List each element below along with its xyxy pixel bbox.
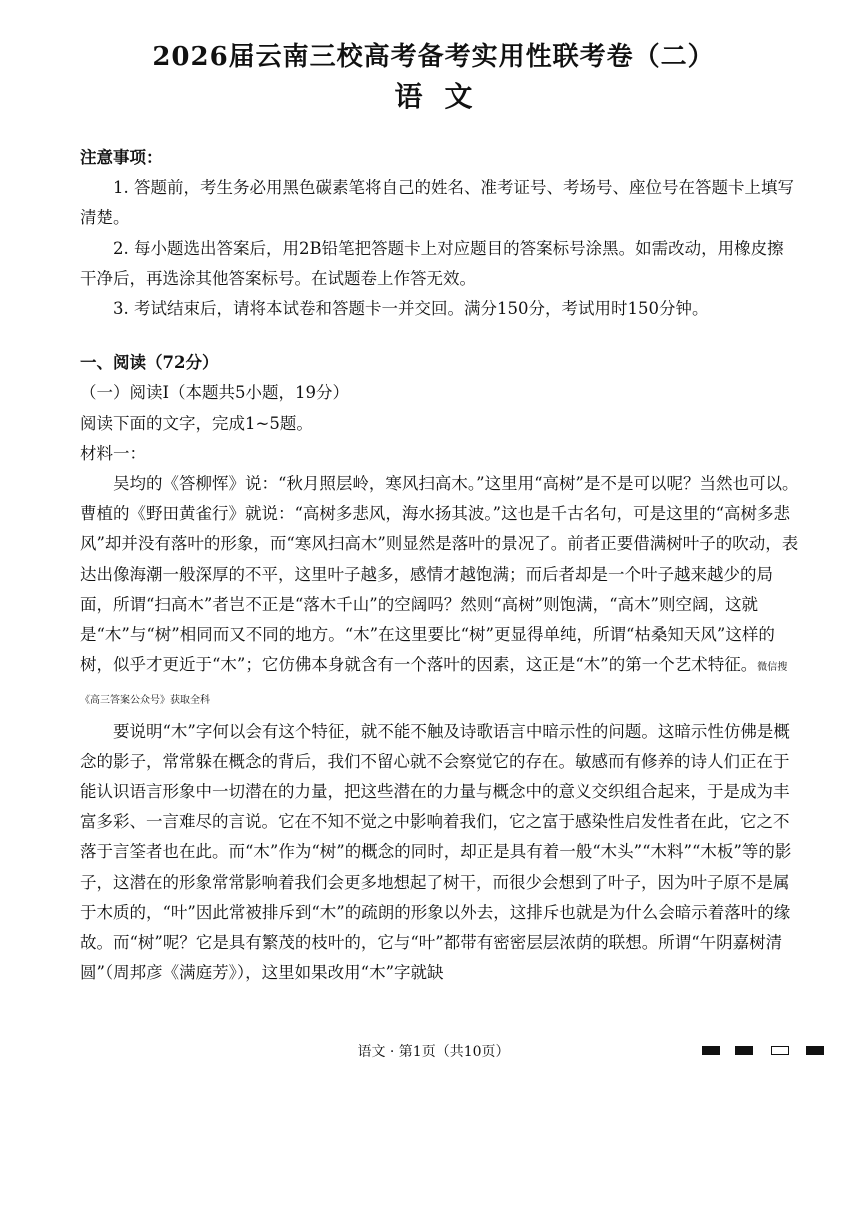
page-footer: 语文 · 第1页（共10页） xyxy=(357,1044,510,1060)
exam-title: 2026届云南三校高考备考实用性联考卷（二） xyxy=(152,42,715,72)
section-gap xyxy=(80,324,800,348)
notice-item-1: 1. 答题前，考生务必用黑色碳素笔将自己的姓名、准考证号、考场号、座位号在答题卡上填写清楚。 xyxy=(80,178,794,228)
paragraph-1-text: 吴均的《答柳恽》说：“秋月照层岭，寒风扫高木。”这里用“高树”是不是可以呢？当然也可以。曹植的《野田黄雀行》就说：“高树多悲风，海水扬其波。”这也是千古名句，可是这里的“高树多悲风”却并没有落叶的形象，而“寒风扫高木”则显然是落叶的景况了。前者正要借满树叶子的吹动，表达出像海潮一般深厚的不平，这里叶子越多，感情才越饱满；而后者却是一个叶子越来越少的局面，所谓“扫高木”者岂不正是“落木千山”的空阔吗？然则“高树”则饱满，“高木”则空阔，这就是“木”与“树”相同而又不同的地方。“木”在这里要比“树”更显得单纯，所谓“枯桑知天风”这样的树，似乎才更近于“木”；它仿佛本身就含有一个落叶的因素，这正是“木”的第一个艺术特征。 xyxy=(80,474,799,675)
scan-mark-filled xyxy=(735,1046,753,1055)
material-paragraph-2: 要说明“木”字何以会有这个特征，就不能不触及诗歌语言中暗示性的问题。这暗示性仿佛是概念的影子，常常躲在概念的背后，我们不留心就不会察觉它的存在。敏感而有修养的诗人们正在于能认识语言形象中一切潜在的力量，把这些潜在的力量与概念中的意义交织组合起来，于是成为丰富多彩、一言难尽的言说。它在不知不觉之中影响着我们，它之富于感染性启发性者在此，它之不落于言筌者也在此。而“木”作为“树”的概念的同时，却正是具有着一般“木头”“木料”“木板”等的影子，这潜在的形象常常影响着我们会更多地想起了树干，而很少会想到了叶子，因为叶子原不是属于木质的，“叶”因此常被排斥到“木”的疏朗的形象以外去，这排斥也就是为什么会暗示着落叶的缘故。而“树”呢？它是具有繁茂的枝叶的，它与“叶”都带有密密层层浓荫的联想。所谓“午阴嘉树清圆”（周邦彦《满庭芳》），这里如果改用“木”字就缺 xyxy=(80,721,792,983)
notice-item-2: 2. 每小题选出答案后，用2B铅笔把答题卡上对应题目的答案标号涂黑。如需改动，用橡皮擦干净后，再选涂其他答案标号。在试题卷上作答无效。 xyxy=(80,238,784,288)
exam-content xyxy=(80,143,800,988)
notice-title: 注意事项： xyxy=(80,148,163,167)
watermark-text: 微信搜《高三答案公众号》获取全科 xyxy=(80,662,788,707)
subject-title: 语文 xyxy=(394,80,495,113)
material-label: 材料一： xyxy=(80,443,146,463)
material-paragraph-1 xyxy=(80,469,800,717)
sub-section-heading: （一）阅读Ⅰ（本题共5小题，19分） xyxy=(80,383,350,403)
section-heading: 一、阅读（72分） xyxy=(80,353,219,373)
reading-instruction: 阅读下面的文字，完成1~5题。 xyxy=(80,413,313,433)
scan-mark-filled xyxy=(702,1046,720,1055)
scan-mark-empty xyxy=(771,1046,789,1055)
scan-mark-filled xyxy=(806,1046,824,1055)
notice-item-3: 3. 考试结束后，请将本试卷和答题卡一并交回。满分150分，考试用时150分钟。 xyxy=(113,299,709,319)
